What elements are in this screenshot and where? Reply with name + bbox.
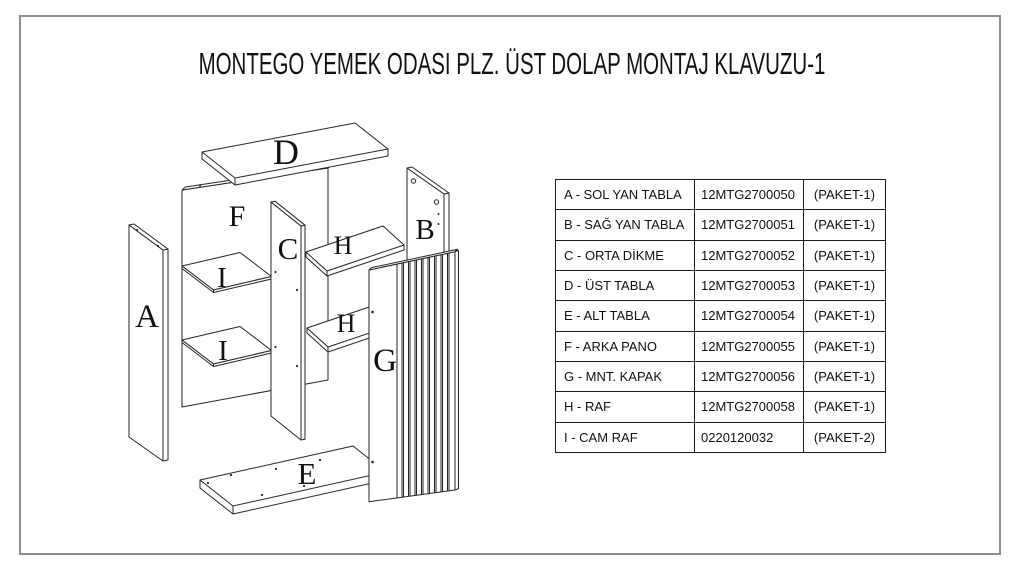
table-row [556, 422, 886, 452]
part-code-cell: 12MTG2700056 [695, 361, 804, 391]
part-code-cell: 12MTG2700052 [695, 240, 804, 270]
part-code-cell: 0220120032 [695, 422, 804, 452]
table-row [556, 301, 886, 331]
part-label-e: E [297, 456, 317, 491]
part-packet-cell: (PAKET-2) [804, 422, 886, 452]
part-name-cell: I - CAM RAF [556, 422, 695, 452]
part-name-cell: F - ARKA PANO [556, 331, 695, 361]
page-title: MONTEGO YEMEK ODASI PLZ. ÜST DOLAP MONTAJ KLAVUZU-1 [198, 46, 826, 81]
part-packet-cell: (PAKET-1) [804, 240, 886, 270]
part-code-cell: 12MTG2700058 [695, 392, 804, 422]
part-name-cell: D - ÜST TABLA [556, 270, 695, 300]
part-name-cell: E - ALT TABLA [556, 301, 695, 331]
table-row [556, 240, 886, 270]
part-code-cell: 12MTG2700053 [695, 270, 804, 300]
part-label-d: D [273, 132, 299, 172]
part-name-cell: B - SAĞ YAN TABLA [556, 210, 695, 240]
part-packet-cell: (PAKET-1) [804, 301, 886, 331]
part-label-g: G [373, 343, 397, 379]
part-name-cell: G - MNT. KAPAK [556, 361, 695, 391]
part-code-cell: 12MTG2700050 [695, 180, 804, 210]
part-packet-cell: (PAKET-1) [804, 270, 886, 300]
table-row [556, 392, 886, 422]
part-packet-cell: (PAKET-1) [804, 180, 886, 210]
panel-e-bottom [200, 446, 386, 514]
part-label-f: F [228, 200, 246, 233]
part-label-b: B [415, 214, 435, 246]
part-label-h-lower: H [336, 309, 356, 338]
part-label-i-lower: I [218, 335, 228, 367]
parts-table [555, 179, 886, 453]
table-row [556, 210, 886, 240]
part-packet-cell: (PAKET-1) [804, 210, 886, 240]
part-packet-cell: (PAKET-1) [804, 361, 886, 391]
part-packet-cell: (PAKET-1) [804, 392, 886, 422]
part-code-cell: 12MTG2700051 [695, 210, 804, 240]
table-row [556, 361, 886, 391]
part-name-cell: C - ORTA DİKME [556, 240, 695, 270]
part-label-c: C [277, 231, 299, 266]
part-label-a: A [135, 299, 159, 335]
panel-a-left-side [129, 224, 168, 461]
part-label-i-upper: I [217, 262, 227, 294]
part-name-cell: A - SOL YAN TABLA [556, 180, 695, 210]
part-code-cell: 12MTG2700055 [695, 331, 804, 361]
part-label-h-upper: H [333, 231, 353, 260]
part-code-cell: 12MTG2700054 [695, 301, 804, 331]
table-row [556, 180, 886, 210]
part-name-cell: H - RAF [556, 392, 695, 422]
part-packet-cell: (PAKET-1) [804, 331, 886, 361]
table-row [556, 331, 886, 361]
table-row [556, 270, 886, 300]
